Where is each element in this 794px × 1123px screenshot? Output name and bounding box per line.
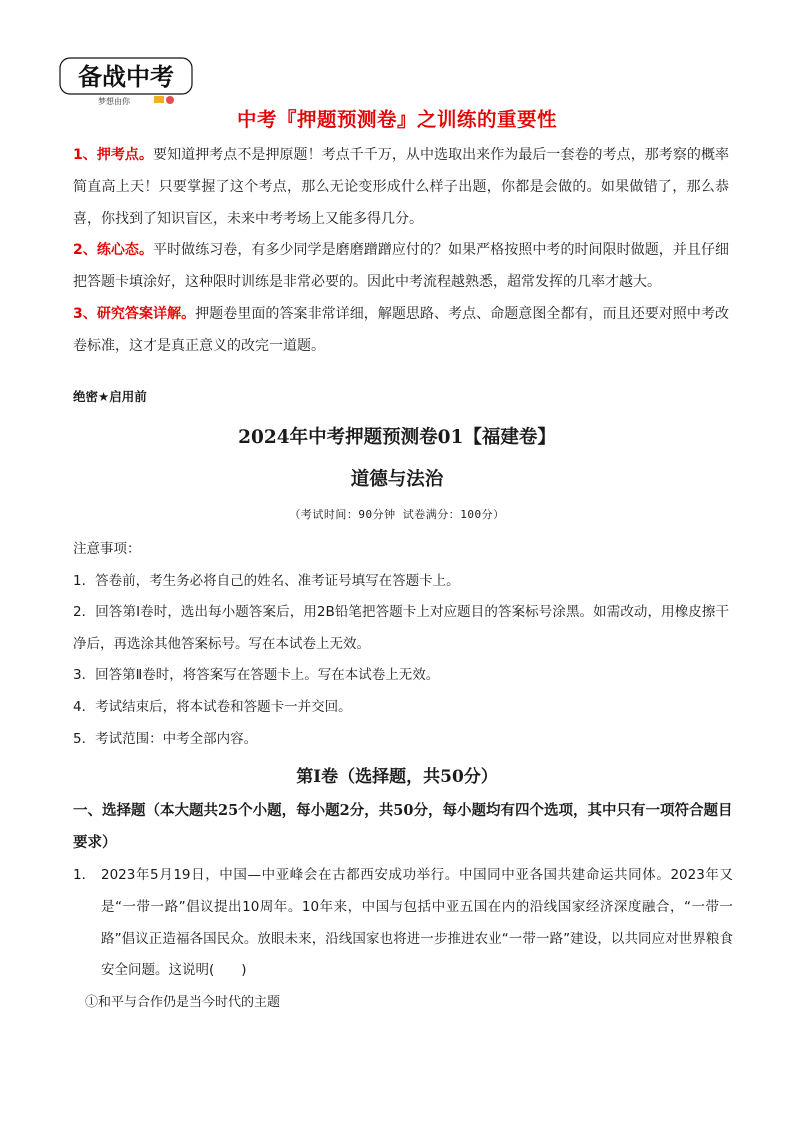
- logo-slogan: 梦想由你: [98, 97, 130, 106]
- secret-label: 绝密★启用前: [73, 389, 147, 404]
- notes-heading: 注意事项：: [73, 541, 141, 557]
- tip-3-head: 3、研究答案详解。: [73, 305, 196, 322]
- tip-2: [73, 235, 729, 299]
- question-number: 1．: [73, 867, 96, 883]
- logo: [58, 52, 198, 108]
- tip-1-head: 1、押考点。: [73, 147, 154, 163]
- exam-title: 2024年中考押题预测卷01【福建卷】: [238, 427, 556, 448]
- section-heading: 一、选择题（本大题共25个小题，每小题2分，共50分，每小题均有四个选项，其中只有一项符合题目要求）: [73, 802, 733, 851]
- tip-3: [73, 299, 729, 363]
- logo-dot-icon: [166, 96, 174, 104]
- logo-text: 备战中考: [78, 63, 174, 91]
- note-item: 2．回答第Ⅰ卷时，选出每小题答案后，用2B铅笔把答题卡上对应题目的答案标号涂黑。如需改动，用橡皮擦干净后，再选涂其他答案标号。写在本试卷上无效。: [73, 604, 729, 652]
- tip-2-body: 平时做练习卷，有多少同学是磨磨蹭蹭应付的？如果严格按照中考的时间限时做题，并且仔细把答题卡填涂好，这种限时训练是非常必要的。因此中考流程越熟悉，超常发挥的几率才越大。: [73, 242, 730, 291]
- question-option: ①和平与合作仍是当今时代的主题: [85, 995, 281, 1011]
- tip-1: [73, 140, 729, 235]
- tip-1-body: 要知道押考点不是押原题！考点千千万，从中选取出来作为最后一套卷的考点，那考察的概率简直高上天！只要掌握了这个考点，那么无论变形成什么样子出题，你都是会做的。如果做错了，那么恭喜，你找到了知识盲区，未来中考考场上又能多得几分。: [73, 147, 730, 227]
- exam-info: （考试时间：90分钟 试卷满分：100分）: [289, 508, 505, 521]
- question-1: [73, 860, 733, 1019]
- part-title: 第Ⅰ卷（选择题，共50分）: [296, 767, 498, 787]
- banner-title: 中考『押题预测卷』之训练的重要性: [236, 108, 557, 131]
- note-item: 4．考试结束后，将本试卷和答题卡一并交回。: [73, 698, 352, 715]
- tip-3-body: 押题卷里面的答案非常详细，解题思路、考点、命题意图全都有，而且还要对照中考改卷标准，这才是真正意义的改完一道题。: [73, 305, 729, 354]
- exam-subject: 道德与法治: [350, 469, 444, 490]
- tip-2-head: 2、练心态。: [73, 242, 154, 259]
- logo-book-icon: [154, 96, 164, 103]
- notes-block: [73, 534, 729, 755]
- question-text: 2023年5月19日，中国—中亚峰会在古都西安成功举行。中国同中亚各国共建命运共同体。2023年又是“一带一路”倡议提出10周年。10年来，中国与包括中亚五国在内的沿线国家经济深度融合，“一带一路”倡议正造福各国民众。放眼未来，沿线国家也将进一步推进农业“一带一路”建设，以共同应对世界粮食安全问题。这说明( ): [101, 867, 733, 979]
- logo-graphic: [58, 52, 198, 108]
- note-item: 1．答卷前，考生务必将自己的姓名、准考证号填写在答题卡上。: [73, 572, 460, 589]
- note-item: 3．回答第Ⅱ卷时，将答案写在答题卡上。写在本试卷上无效。: [73, 667, 440, 684]
- note-item: 5．考试范围：中考全部内容。: [73, 730, 258, 747]
- tips-block: [73, 140, 729, 363]
